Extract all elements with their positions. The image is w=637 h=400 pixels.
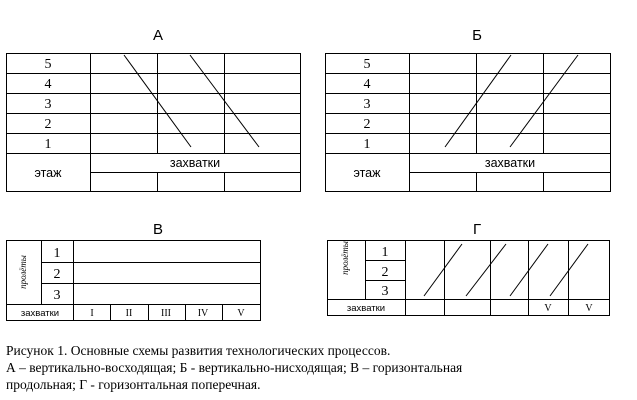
panel-g-title: Г (472, 221, 482, 238)
panel-b-grips-header: захватки (484, 156, 536, 170)
panel-b-floor-3: 3 (363, 97, 371, 112)
panel-a-title: А (152, 27, 164, 44)
panel-a-floor-4: 4 (44, 77, 52, 92)
panel-v-row-3: 3 (53, 288, 61, 303)
panel-b-floor-1: 1 (363, 137, 371, 152)
panel-g-process-lines (424, 244, 588, 296)
panel-g-row-header: пролёты (340, 241, 350, 275)
panel-a-floor-1: 1 (44, 137, 52, 152)
panel-v-grip-2: II (125, 308, 133, 319)
panel-g-row-3: 3 (381, 284, 389, 299)
caption-line-1: Рисунок 1. Основные схемы развития технологических процессов. (6, 343, 391, 358)
panel-a-floor-header: этаж (34, 166, 62, 180)
panel-g-grips-header: захватки (346, 303, 386, 314)
panel-b-floor-header: этаж (353, 166, 381, 180)
panel-v-row-1: 1 (53, 246, 61, 261)
panel-g-row-1: 1 (381, 245, 389, 260)
panel-v-title: В (152, 221, 164, 238)
caption-line-3: продольная; Г - горизонтальная поперечная. (6, 377, 261, 392)
panel-g-row-2: 2 (381, 265, 389, 280)
caption-line-2: А – вертикально-восходящая; Б - вертикально-нисходящая; В – горизонтальная (6, 360, 463, 375)
panel-v-grip-4: IV (197, 308, 209, 319)
panel-a-floor-5: 5 (44, 57, 52, 72)
panel-a-floor-3: 3 (44, 97, 52, 112)
panel-b-floor-2: 2 (363, 117, 371, 132)
panel-v-row-2: 2 (53, 267, 61, 282)
panel-v-grip-5: V (237, 308, 245, 319)
panel-v-grip-3: III (161, 308, 171, 319)
panel-v-grip-1: I (90, 308, 94, 319)
panel-b-floor-4: 4 (363, 77, 371, 92)
process-line-g1 (424, 244, 462, 296)
panel-g-grip-6: V (585, 303, 593, 314)
panel-b-title: Б (472, 27, 482, 44)
panel-b-floor-5: 5 (363, 57, 371, 72)
panel-a-grips-header: захватки (169, 156, 221, 170)
process-line-g2 (466, 244, 506, 296)
figure-caption (6, 342, 626, 393)
panel-v-grips-header: захватки (20, 308, 60, 319)
panel-v-row-header: пролёты (18, 255, 28, 289)
panel-a-floor-2: 2 (44, 117, 52, 132)
panel-g-grip-5: V (544, 303, 552, 314)
